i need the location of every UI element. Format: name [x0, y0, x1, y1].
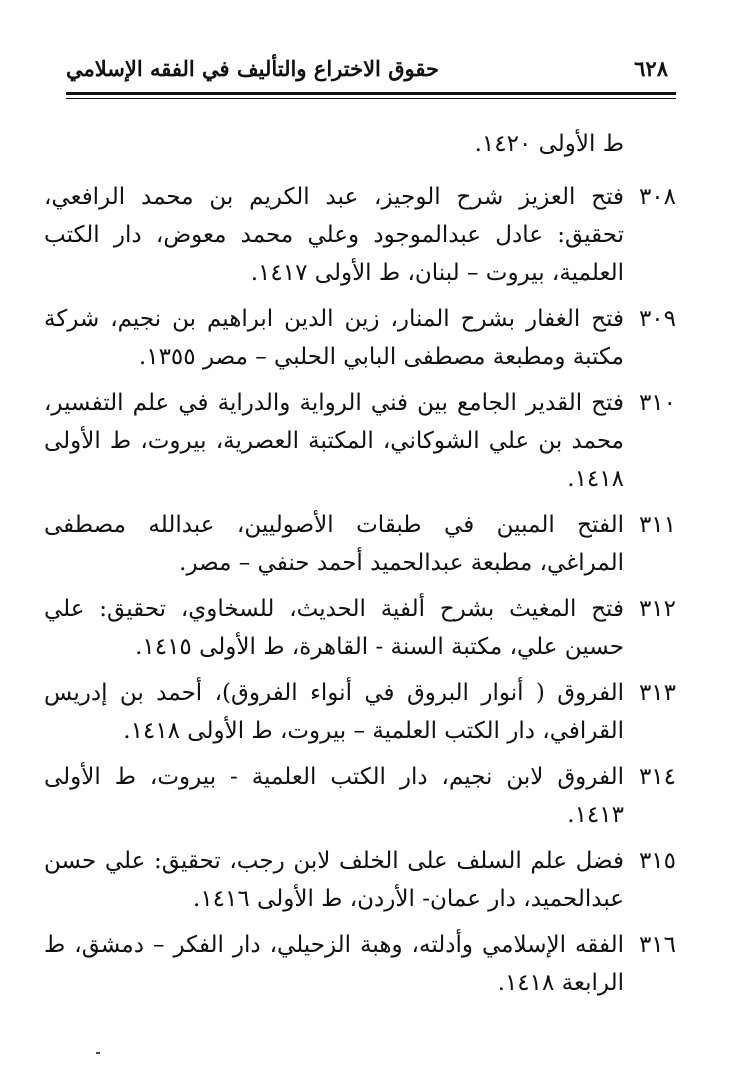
bibliography-entry	[44, 842, 676, 918]
entry-text: فتح القدير الجامع بين فني الرواية والدراية في علم التفسير، محمد بن علي الشوكاني، المكتبة العصرية، بيروت، ط الأولى ١٤١٨.	[44, 390, 624, 492]
entry-text: فتح الغفار بشرح المنار، زين الدين ابراهيم بن نجيم، شركة مكتبة ومطبعة مصطفى البابي الحلبي – مصر ١٣٥٥.	[44, 306, 624, 370]
bibliography-entry	[44, 506, 676, 582]
entry-number: ٣١٠	[638, 390, 676, 416]
entry-number: ٣١٤	[638, 764, 676, 790]
entry-number: ٣١٢	[638, 596, 676, 622]
entry-number: ٣١٦	[638, 932, 676, 958]
header-rule-thin	[66, 98, 676, 99]
continuation-line: ط الأولى ١٤٢٠.	[474, 131, 624, 157]
entry-number: ٣٠٨	[638, 184, 676, 210]
entry-text: الفقه الإسلامي وأدلته، وهبة الزحيلي، دار الفكر – دمشق، ط الرابعة ١٤١٨.	[44, 932, 624, 996]
running-title: حقوق الاختراع والتأليف في الفقه الإسلامي	[66, 56, 439, 81]
entry-text: الفتح المبين في طبقات الأصوليين، عبدالله مصطفى المراغي، مطبعة عبدالحميد أحمد حنفي – مصر.	[44, 512, 624, 576]
bibliography-entry	[44, 926, 676, 1002]
scan-speck	[96, 1052, 100, 1054]
bibliography-entry	[44, 384, 676, 498]
entry-number: ٣١١	[638, 512, 676, 538]
header-rule-thick	[66, 92, 676, 95]
bibliography-entry	[44, 300, 676, 376]
entry-text: الفروق لابن نجيم، دار الكتب العلمية - بيروت، ط الأولى ١٤١٣.	[44, 764, 624, 828]
entry-text: فتح العزيز شرح الوجيز، عبد الكريم بن محمد الرافعي، تحقيق: عادل عبدالموجود وعلي محمد معوض، دار الكتب العلمية، بيروت – لبنان، ط الأولى ١٤١٧.	[44, 184, 624, 286]
entry-number: ٣١٣	[638, 680, 676, 706]
entry-text: فتح المغيث بشرح ألفية الحديث، للسخاوي، تحقيق: علي حسين علي، مكتبة السنة - القاهرة، ط الأولى ١٤١٥.	[44, 596, 624, 660]
continuation-block	[44, 126, 624, 162]
running-head	[66, 52, 676, 92]
page-number: ٦٢٨	[634, 56, 668, 81]
bibliography-entry	[44, 674, 676, 750]
entry-text: الفروق ( أنوار البروق في أنواء الفروق)، أحمد بن إدريس القرافي، دار الكتب العلمية – بيروت، ط الأولى ١٤١٨.	[44, 680, 624, 744]
entry-number: ٣٠٩	[638, 306, 676, 332]
entry-text: فضل علم السلف على الخلف لابن رجب، تحقيق: علي حسن عبدالحميد، دار عمان- الأردن، ط الأولى ١٤١٦.	[44, 848, 624, 912]
bibliography-entry	[44, 758, 676, 834]
bibliography-entry	[44, 178, 676, 292]
bibliography-list	[44, 178, 676, 1010]
bibliography-entry	[44, 590, 676, 666]
entry-number: ٣١٥	[638, 848, 676, 874]
